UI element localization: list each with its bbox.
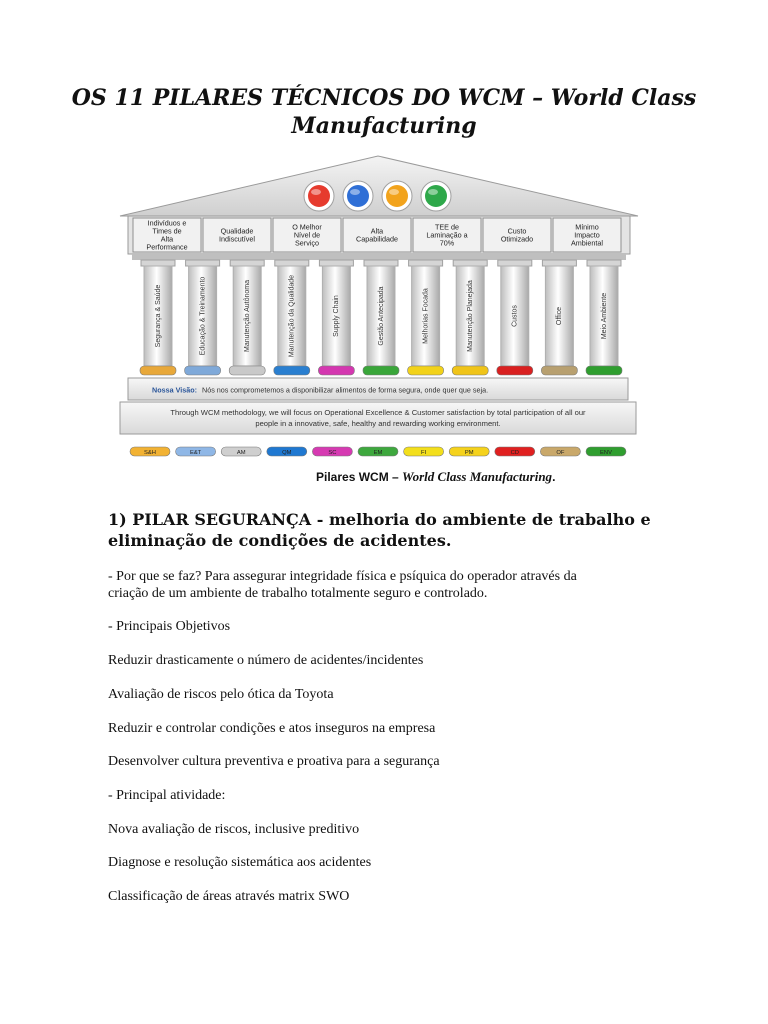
roof-box-label: Laminação a xyxy=(426,230,468,240)
objective-item: Desenvolver cultura preventiva e proativa para a segurança xyxy=(108,754,440,769)
pillar-badge-label: AM xyxy=(236,450,246,456)
why-line-2: criação de um ambiente de trabalho totalmente seguro e controlado. xyxy=(108,586,488,601)
pillar-label: Office xyxy=(556,306,564,326)
roof-box-label: Mínimo xyxy=(575,222,599,232)
pillar-label: Meio Ambiente xyxy=(600,292,608,340)
roof-box-label: Serviço xyxy=(295,238,319,248)
mission-line-2: people in a innovative, safe, healthy and rewarding working environment. xyxy=(255,419,501,428)
pillar-label: Gestão Antecipada xyxy=(377,286,385,346)
pillar-label: Custos xyxy=(511,305,519,327)
pillar-capital xyxy=(275,260,309,266)
pillar-base xyxy=(229,366,265,375)
pillar-base xyxy=(408,366,444,375)
pillar-capital xyxy=(587,260,621,266)
activity-item: Diagnose e resolução sistemática aos acidentes xyxy=(108,855,372,870)
roof-box-label: Capabilidade xyxy=(356,234,398,244)
caption-prefix: Pilares WCM – xyxy=(316,470,403,484)
mission-line-1: Through WCM methodology, we will focus on Operational Excellence & Customer satisfaction by total participation of all our xyxy=(170,408,586,417)
page-title: OS 11 PILARES TÉCNICOS DO WCM – World Class Manufacturing xyxy=(71,85,697,139)
pillar-base xyxy=(363,366,399,375)
temple-beam xyxy=(132,254,626,260)
pillar-badge-label: FI xyxy=(421,450,427,456)
pillar-badge-label: E&T xyxy=(189,450,202,456)
pillar-badge-label: CD xyxy=(510,450,519,456)
wcm-temple-diagram xyxy=(116,152,644,464)
roof-box-label: Indivíduos e xyxy=(147,218,187,228)
roof-boxes xyxy=(133,218,621,252)
pillar-badge-label: PM xyxy=(464,450,474,456)
pillar-badge-label: OF xyxy=(556,450,565,456)
pillars xyxy=(140,260,622,375)
pillar-base xyxy=(274,366,310,375)
roof-circle-core xyxy=(386,185,408,207)
activity-item: Nova avaliação de riscos, inclusive preditivo xyxy=(108,822,360,837)
roof-box-label: Times de xyxy=(152,226,182,236)
roof-box-label: Alta xyxy=(370,226,384,236)
pillar-capital xyxy=(409,260,443,266)
roof-box-label: Alta xyxy=(160,234,174,244)
roof-box-label: 70% xyxy=(439,238,455,248)
roof-box-label: Nível de xyxy=(293,230,321,240)
roof-circle-shine xyxy=(389,189,399,195)
pillar-badge-label: QM xyxy=(282,450,292,456)
roof-box-label: O Melhor xyxy=(292,222,322,232)
temple-roof xyxy=(120,156,638,216)
roof-circle-core xyxy=(347,185,369,207)
pillar-badge-label: S&H xyxy=(144,450,156,456)
activity-item: Classificação de áreas através matrix SWO xyxy=(108,889,350,904)
vision-text: Nossa Visão: Nós nos comprometemos a disponibilizar alimentos de forma segura, onde quer que seja. xyxy=(152,385,489,395)
section-title: 1) PILAR SEGURANÇA - melhoria do ambiente de trabalho e eliminação de condições de acidentes. xyxy=(108,510,651,550)
pillar-capital xyxy=(498,260,532,266)
pillar-label: Educação & Treinamento xyxy=(199,276,207,356)
pillar-badges xyxy=(130,447,626,456)
objectives-heading: - Principais Objetivos xyxy=(108,619,231,634)
pillar-capital xyxy=(453,260,487,266)
pillar-label: Segurança & Saúde xyxy=(154,284,162,348)
pillar-base xyxy=(318,366,354,375)
why-line-1: - Por que se faz? Para assegurar integridade física e psíquica do operador através da xyxy=(108,569,577,584)
roof-box-label: Custo xyxy=(507,226,527,236)
roof-box-label: Impacto xyxy=(574,230,600,240)
roof-circle-shine xyxy=(428,189,438,195)
pillar-badge-label: SC xyxy=(328,450,337,456)
caption-italic: World Class Manufacturing xyxy=(402,469,553,484)
pillar-label: Manutenção Planejada xyxy=(467,280,475,352)
pillar-base xyxy=(586,366,622,375)
roof-box-label: Qualidade xyxy=(220,226,254,236)
pillar-badge-label: ENV xyxy=(600,450,612,456)
roof-box-label: Ambiental xyxy=(571,238,603,248)
pillar-capital xyxy=(141,260,175,266)
pillar-base xyxy=(140,366,176,375)
roof-box-label: TEE de xyxy=(435,222,459,232)
roof-box-label: Performance xyxy=(146,242,188,252)
pillar-capital xyxy=(319,260,353,266)
roof-circle-shine xyxy=(350,189,360,195)
caption-suffix: . xyxy=(552,470,556,484)
roof-box-label: Indiscutível xyxy=(219,234,255,244)
pillar-base xyxy=(497,366,533,375)
activity-heading: - Principal atividade: xyxy=(108,788,226,803)
roof-box-label: Otimizado xyxy=(500,234,534,244)
pillar-label: Supply Chain xyxy=(333,295,341,337)
pillar-capital xyxy=(364,260,398,266)
pillar-label: Manutenção da Qualidade xyxy=(288,274,296,358)
pillar-base xyxy=(541,366,577,375)
pillar-capital xyxy=(230,260,264,266)
mission-band xyxy=(120,402,636,434)
objective-item: Avaliação de riscos pelo ótica da Toyota xyxy=(108,687,334,702)
pillar-capital xyxy=(542,260,576,266)
roof-circle-shine xyxy=(311,189,321,195)
pillar-capital xyxy=(186,260,220,266)
objective-item: Reduzir e controlar condições e atos inseguros na empresa xyxy=(108,721,436,736)
pillar-base xyxy=(185,366,221,375)
roof-circle-core xyxy=(308,185,330,207)
roof-circle-core xyxy=(425,185,447,207)
objective-item: Reduzir drasticamente o número de acidentes/incidentes xyxy=(108,653,424,668)
pillar-base xyxy=(452,366,488,375)
pillar-label: Manutenção Autônoma xyxy=(244,280,252,352)
figure-caption xyxy=(316,469,555,485)
pillar-badge-label: EM xyxy=(373,450,383,456)
pillar-label: Melhorias Focada xyxy=(422,288,430,344)
wcm-temple-figure xyxy=(116,152,644,464)
